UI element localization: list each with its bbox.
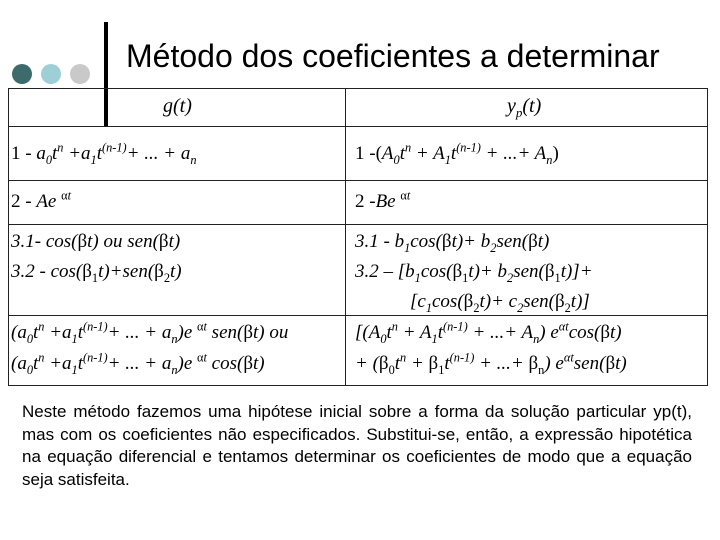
row4-left-2: ($a_0t^n +a_1t^{(n-1)}+$ ... + $a_n)e$ $^{\alpha t}$ cos(βt) [11,350,265,377]
header-yp: $y_p(t)$ [507,95,542,120]
bullet-dot-2 [41,64,61,84]
slide-title: Método dos coeficientes a determinar [126,38,660,74]
row3-left-2: $3.2 - \cos(\beta_1t)+sen(\beta_2t)$ [11,261,182,285]
table-rule [9,315,707,316]
row2-left: 2 - Ae $^{\alpha t}$ [11,188,72,212]
row3-right-3: $[c_1\cos(\beta_2t)+ c_2sen(\beta_2t)]$ [410,291,590,315]
bullet-dot-3 [70,64,90,84]
row1-right: 1 $-(A_0t^n + A_1t^{(n-1)}$ + ...+ $A_n$) [355,140,559,167]
table-rule [9,224,707,225]
row4-left-1: ($a_0t^n +a_1t^{(n-1)}+$ ... + $a_n)e$ $^{\alpha t}$ sen(βt) ou [11,319,289,346]
row4-right-2: + ($\beta_0t^n + \beta_1t^{(n-1)}$ + ...+ $\beta_n$) $e^{\alpha t}sen(\beta t)$ [355,350,627,377]
row3-right-1: $3.1 - b_1\cos(\beta t)+ b_2sen(\beta t)$ [355,231,550,255]
table-column-divider [345,89,346,385]
row1-left: $1 - a_0t^n +a_1t^{(n-1)}+$ ... + $a_n$ [11,140,197,167]
slide-bullet-dots [12,64,90,84]
explanation-paragraph: Neste método fazemos uma hipótese inicial sobre a forma da solução particular yp(t), mas com os coeficientes não especificados. Substitui-se, então, a expressão hipotética na equação diferencial e tentamos determinar os coeficientes de modo que a equação seja satisfeita. [22,402,692,489]
row2-right: 2 -Be $^{\alpha t}$ [355,188,411,212]
coefficients-table [8,88,708,386]
table-rule [9,180,707,181]
bullet-dot-1 [12,64,32,84]
row3-right-2: $3.2 - [b_1\cos(\beta_1t)+ b_2sen(\beta_1t)]+$ [355,261,593,285]
header-g: g(t) [163,95,192,117]
row4-right-1: [($A_0t^n + A_1t^{(n-1)}$ + ...+ $A_n$) $e^{\alpha t}\cos(\beta t)$ [355,319,622,346]
table-rule [9,126,707,127]
row3-left-1: 3.1- cos(βt) ou sen(βt) [11,231,181,252]
